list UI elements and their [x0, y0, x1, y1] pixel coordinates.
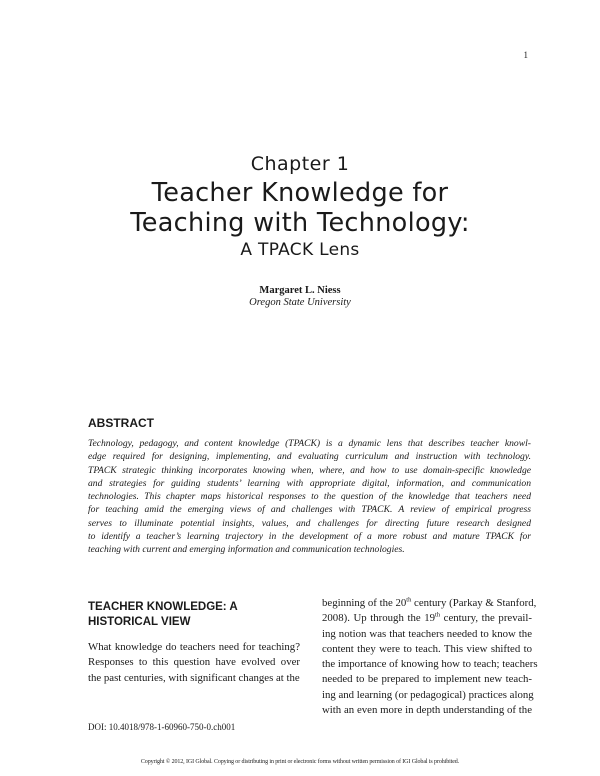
body-text: 2008). Up through the 19 — [322, 612, 436, 625]
body-text: century (Parkay & Stanford, — [411, 597, 537, 609]
abstract-line: Technology, pedagogy, and content knowledge (TPACK) is a dynamic lens that describes teacher knowl- — [88, 438, 531, 449]
doi: DOI: 10.4018/978-1-60960-750-0.ch001 — [88, 722, 236, 732]
superscript: th — [435, 611, 441, 619]
chapter-label: Chapter 1 — [250, 153, 350, 175]
abstract-line: teaching with current and emerging information and communication technologies. — [88, 544, 405, 556]
abstract-heading: ABSTRACT — [88, 416, 154, 430]
abstract-body — [88, 437, 531, 557]
body-line: the past centuries, with significant changes at the — [88, 671, 300, 684]
body-line: ing and learning (or pedagogical) practices along — [322, 688, 534, 701]
body-line: needed to be prepared to implement new teach- — [322, 673, 532, 686]
superscript: th — [406, 596, 412, 604]
body-column-right — [322, 596, 538, 718]
chapter-title-line: Teacher Knowledge for — [151, 178, 449, 208]
body-line: with an even more in depth understanding of the — [322, 704, 532, 717]
copyright-footer: Copyright © 2012, IGI Global. Copying or distributing in print or electronic forms without written permission of IGI Global is prohibited. — [140, 759, 460, 765]
abstract-line: serves to illuminate potential insights, values, and challenges for directing future research designed — [88, 517, 531, 529]
body-line: Responses to this question have evolved over — [88, 656, 300, 669]
body-line: content they were to teach. This view shifted to — [322, 642, 532, 655]
body-line: What knowledge do teachers need for teaching? — [88, 641, 300, 653]
author-name: Margaret L. Niess — [259, 285, 341, 296]
abstract-line: for teaching amid the emerging views of and challenges with TPACK. A review of empirical progress — [88, 504, 531, 516]
chapter-title — [0, 178, 600, 238]
abstract-line: TPACK strategic thinking incorporates knowing when, where, and how to use domain-specific knowledge — [88, 464, 531, 476]
body-line — [322, 596, 537, 611]
chapter-title-line: Teaching with Technology: — [130, 208, 470, 238]
abstract-line: and strategies for guiding students’ learning with appropriate digital, information, and communication — [88, 477, 531, 489]
chapter-subtitle: A TPACK Lens — [240, 240, 360, 260]
section-heading-line: HISTORICAL VIEW — [88, 615, 191, 628]
abstract-line: edge required for designing, implementing, and evaluating curriculum and instruction with technology. — [88, 451, 531, 463]
body-text: century, the prevail- — [440, 612, 532, 625]
section-heading-line: TEACHER KNOWLEDGE: A — [88, 601, 238, 613]
body-text: beginning of the 20 — [322, 597, 407, 609]
body-line: the importance of knowing how to teach; teachers — [322, 658, 538, 671]
abstract-line: technologies. This chapter maps historical responses to the question of the knowledge that teachers need — [88, 491, 531, 503]
author-affiliation: Oregon State University — [249, 297, 351, 308]
body-column-left — [88, 640, 300, 686]
section-heading — [88, 600, 238, 629]
body-line — [322, 611, 532, 626]
body-line: ing notion was that teachers needed to know the — [322, 627, 532, 640]
page-number: 1 — [523, 50, 528, 60]
abstract-line: to identify a teacher’s learning trajectory in the development of a more robust and mature TPACK for — [88, 531, 531, 543]
